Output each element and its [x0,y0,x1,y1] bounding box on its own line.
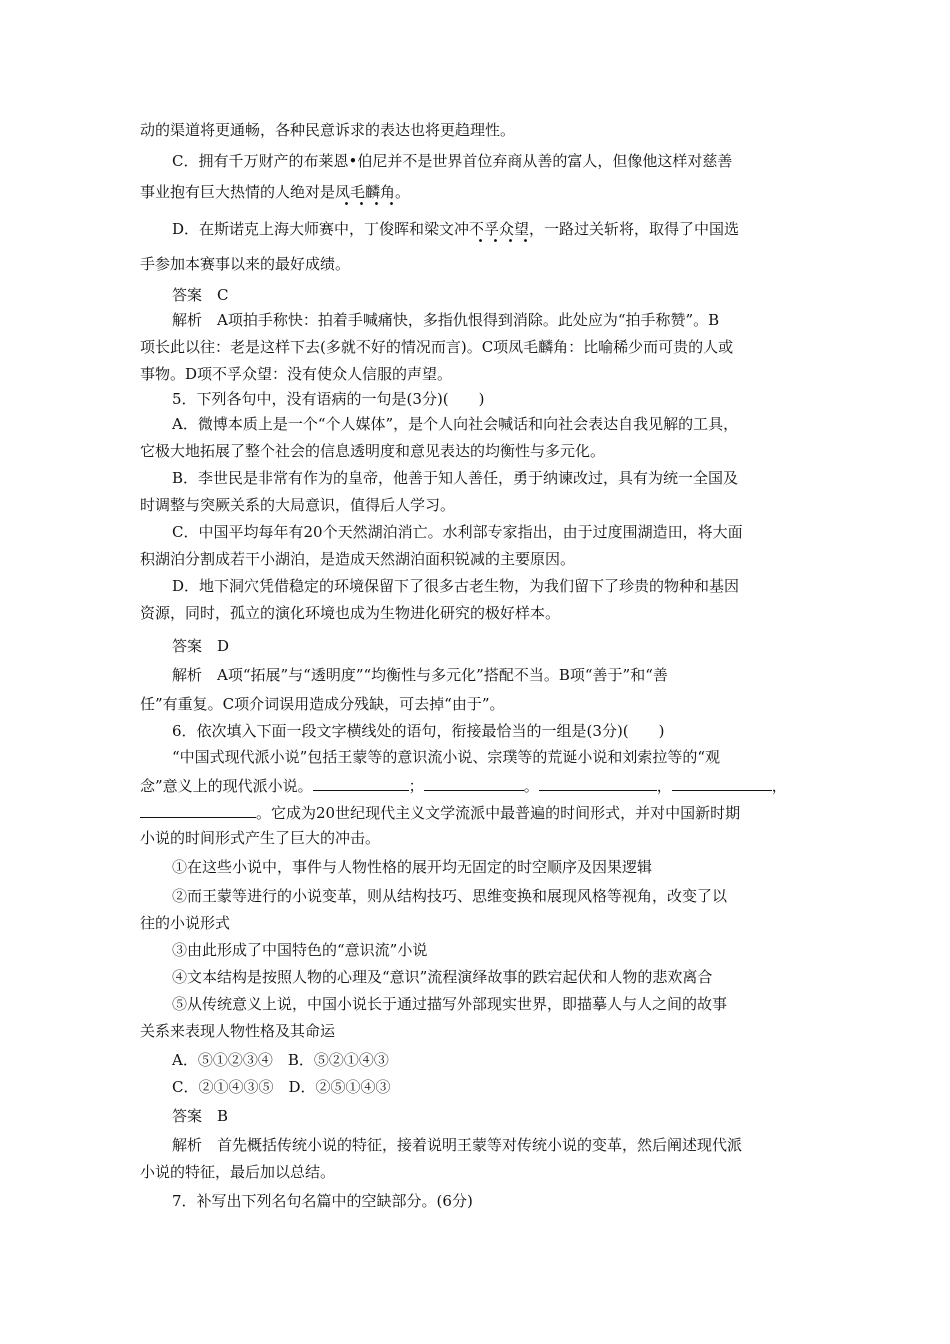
fill-blank [424,774,524,791]
text-line: 小说的时间形式产生了巨大的冲击。 [140,829,381,847]
text-span: 。 [395,183,411,201]
text-line: 时调整与突厥关系的大局意识，值得后人学习。 [140,496,456,514]
answer-line: 答案 D [172,637,230,655]
text-line: 关系来表现人物性格及其命运 [140,1022,336,1040]
question-6-line: 6．依次填入下面一段文字横线处的语句，衔接最恰当的一组是(3分)( ) [172,722,665,740]
passage-blanks-line [140,801,740,823]
option-b-line: B．李世民是非常有作为的皇帝，他善于知人善任，勇于纳谏改过，具有为统一全国及 [172,469,739,487]
fill-blank [672,774,772,791]
text-line: 往的小说形式 [140,914,231,932]
option-a-line: A．微博本质上是一个“个人媒体”，是个人向社会喊话和向社会表达自我见解的工具， [172,415,739,433]
sentence-1-line: ①在这些小说中，事件与人物性格的展开均无固定的时空顺序及因果逻辑 [172,858,653,876]
text-line: 事物。D项不孚众望：没有使众人信服的声望。 [140,365,453,383]
option-d-line: D．地下洞穴凭借稳定的环境保留下了很多古老生物，为我们留下了珍贵的物种和基因 [172,577,740,595]
analysis-line: 解析 首先概括传统小说的特征，接着说明王蒙等对传统小说的变革，然后阐述现代派 [172,1136,743,1154]
option-c-line: C．拥有千万财产的布莱恩•伯尼并不是世界首位弃商从善的富人，但像他这样对慈善 [172,152,733,170]
passage-line: “中国式现代派小说”包括王蒙等的意识流小说、宗璞等的荒诞小说和刘索拉等的“观 [172,748,721,766]
text-line: 项长此以往：老是这样下去(多就不好的情况而言)。C项凤毛麟角：比喻稀少而可贵的人或 [140,338,734,356]
sentence-4-line: ④文本结构是按照人物的心理及“意识”流程演绎故事的跌宕起伏和人物的悲欢离合 [172,968,713,986]
fill-blank [313,774,409,791]
fill-blank [140,801,256,818]
sentence-2-line: ②而王蒙等进行的小说变革，则从结构技巧、思维变换和展现风格等视角，改变了以 [172,887,728,905]
text-line: 动的渠道将更通畅，各种民意诉求的表达也将更趋理性。 [140,121,516,139]
choices-line: C．②①④③⑤ D．②⑤①④③ [172,1078,391,1096]
text-line: 任”有重复。C项介词误用造成分残缺，可去掉“由于”。 [140,695,505,713]
text-span: ， [656,777,672,795]
analysis-line: 解析 A项“拓展”与“透明度”“均衡性与多元化”搭配不当。B项“善于”和“善 [172,666,668,684]
text-span: 。 [523,777,539,795]
choices-line: A．⑤①②③④ B．⑤②①④③ [172,1051,389,1069]
text-span: 事业抱有巨大热情的人绝对是 [140,183,336,201]
emphasized-idiom: 不孚众望 [469,220,530,238]
question-7-line: 7．补写出下列名句名篇中的空缺部分。(6分) [172,1192,473,1210]
text-span: 念”意义上的现代派小说。 [140,777,313,795]
text-line: 它极大地拓展了整个社会的信息透明度和意见表达的均衡性与多元化。 [140,442,606,460]
text-span: ， [771,777,787,795]
text-span: 。它成为20世纪现代主义文学流派中最普遍的时间形式，并对中国新时期 [256,804,741,822]
analysis-line: 解析 A项拍手称快：拍着手喊痛快，多指仇恨得到消除。此处应为“拍手称赞”。B [172,311,720,329]
option-d-line [172,219,739,239]
answer-line: 答案 C [172,286,229,304]
text-line: 资源，同时，孤立的演化环境也成为生物进化研究的极好样本。 [140,604,561,622]
text-span: ，一路过关斩将，取得了中国选 [529,220,740,238]
sentence-3-line: ③由此形成了中国特色的“意识流”小说 [172,941,428,959]
text-line: 积湖泊分割成若干小湖泊，是造成天然湖泊面积锐减的主要原因。 [140,550,576,568]
text-span: D．在斯诺克上海大师赛中，丁俊晖和梁文冲 [172,220,470,238]
passage-blanks-line [140,774,787,796]
option-c-line: C．中国平均每年有20个天然湖泊消亡。水利部专家指出，由于过度围湖造田，将大面 [172,523,743,541]
text-line [140,182,410,202]
text-span: ； [408,777,424,795]
question-5-line: 5．下列各句中，没有语病的一句是(3分)( ) [172,390,485,408]
text-line: 小说的特征，最后加以总结。 [140,1163,336,1181]
emphasized-idiom: 凤毛麟角 [335,183,396,201]
sentence-5-line: ⑤从传统意义上说，中国小说长于通过描写外部现实世界，即描摹人与人之间的故事 [172,995,728,1013]
fill-blank [539,774,657,791]
answer-line: 答案 B [172,1107,229,1125]
text-line: 手参加本赛事以来的最好成绩。 [140,255,351,273]
